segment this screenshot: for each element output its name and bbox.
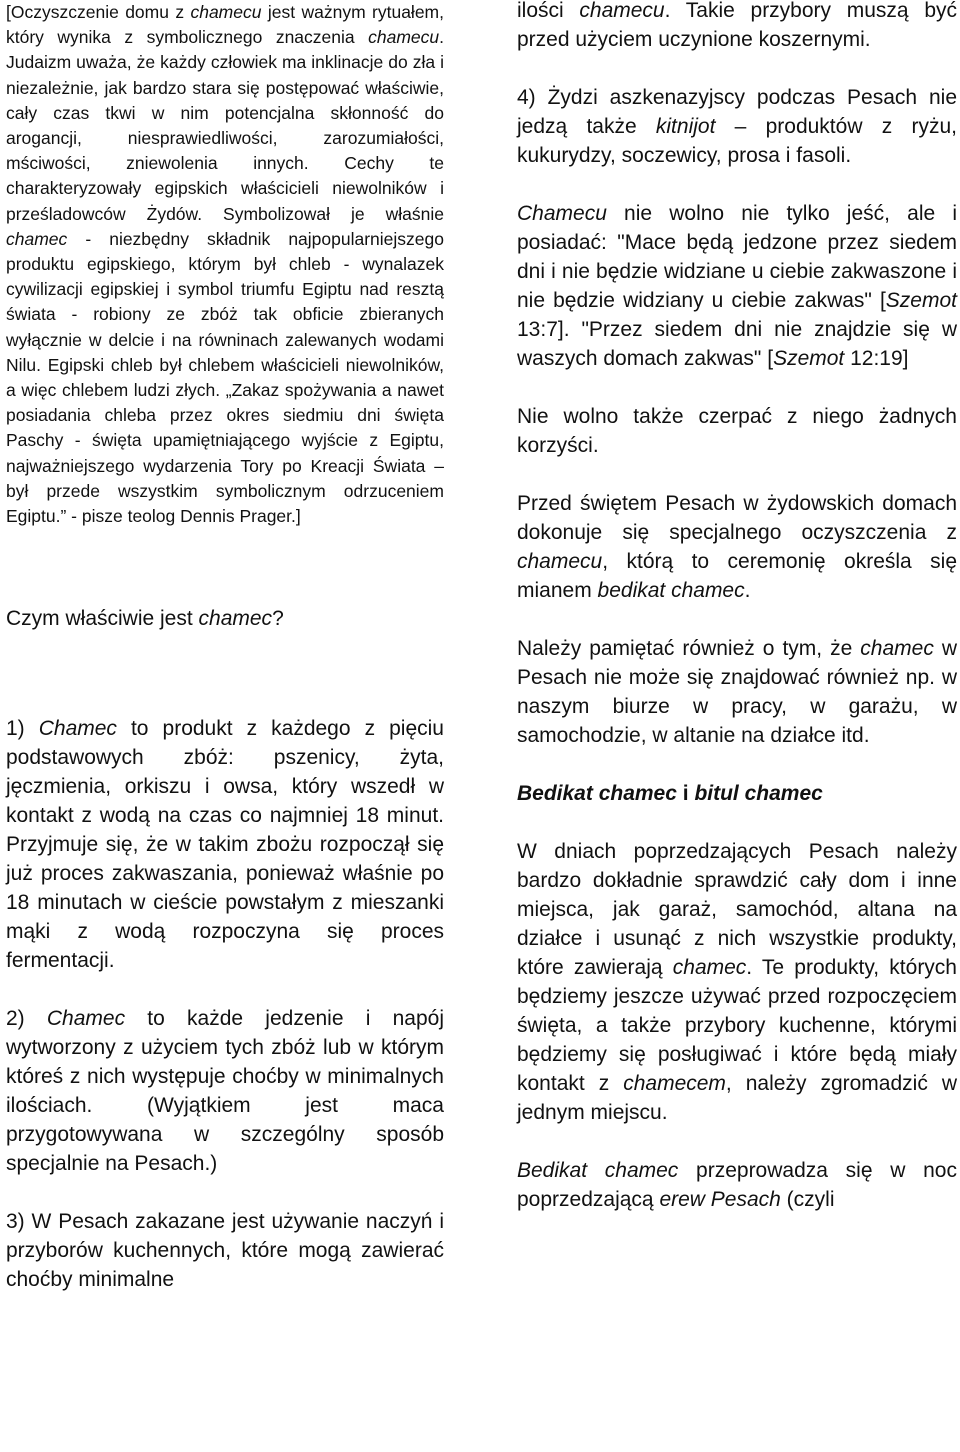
section-heading-bedikat: Bedikat chamec i bitul chamec: [517, 782, 823, 805]
emphasis-text: chamec: [198, 607, 273, 631]
emphasis-text: chamec: [860, 637, 934, 660]
emphasis-text: Chamec: [46, 1007, 126, 1031]
paragraph-preparation: W dniach poprzedzających Pesach należy bardzo dokładnie sprawdzić cały dom i inne miejsca, jak garaż, samochód, altana na działce i usunąć z nich wszystkie produkty, które zawierają chamec. Te produkty, których będziemy jeszcze używać przed rozpoczęciem święta, a także przybory kuchenne, którymi będziemy się posługiwać i które będą miały kontakt z chamecem, należy zgromadzić w jednym miejscu.: [517, 840, 957, 1124]
emphasis-text: bitul chamec: [694, 782, 823, 805]
emphasis-text: chamecu: [190, 2, 262, 22]
intro-paragraph: [Oczyszczenie domu z chamecu jest ważnym rytuałem, który wynika z symbolicznego znaczenia chamecu. Judaizm uważa, że każdy człowiek ma inklinacje do zła i niezależnie, jak bardzo stara się postępować właściwie, cały czas tkwi w nim potencjalna skłonność do arogancji, niesprawiedliwości, zarozumiałości, mściwości, zniewolenia innych. Cechy te charakteryzowały egipskich właścicieli niewolników i prześladowców Żydów. Symbolizował je właśnie chamec - niezbędny składnik najpopularniejszego produktu egipskiego, którym był chleb - wynalazek cywilizacji egipskiej i symbol triumfu Egiptu nad resztą świata - robiony ze zbóż tak obficie zbieranych wyłącznie w delcie i na równinach zalewanych wodami Nilu. Egipski chleb był chlebem właścicieli niewolników, a więc chlebem ludzi złych. „Zakaz spożywania a nawet posiadania chleba przez okres siedmiu dni święta Paschy - święta upamiętniającego wyjście z Egiptu, najważniejszego wydarzenia Tory po Kreacji Świata – był przede wszystkim symbolicznym odrzuceniem Egiptu.” - pisze teolog Dennis Prager.]: [6, 2, 444, 527]
emphasis-text: chamecem: [623, 1072, 726, 1095]
emphasis-text: bedikat chamec: [597, 579, 745, 602]
list-item-4: 4) Żydzi aszkenazyjscy podczas Pesach nie jedzą także kitnijot – produktów z ryżu, kukurydzy, soczewicy, prosa i fasoli.: [517, 86, 957, 167]
emphasis-text: chamec: [6, 228, 68, 249]
emphasis-text: chamec: [672, 956, 747, 979]
list-item-3: 3) W Pesach zakazane jest używanie naczyń i przyborów kuchennych, które mogą zawierać choćby minimalne: [6, 1210, 444, 1292]
paragraph-possession: Chamecu nie wolno nie tylko jeść, ale i posiadać: "Mace będą jedzone przez siedem dni i nie będzie widziane u ciebie zakwaszone i nie będzie widziany u ciebie zakwas" [Szemot 13:7]. "Przez siedem dni nie znajdzie się w waszych domach zakwas" [Szemot 12:19]: [517, 202, 957, 370]
list-item-2: 2) Chamec to każde jedzenie i napój wytworzony z użyciem tych zbóż lub w którym któreś z nich występuje choćby w minimalnych ilościach. (Wyjątkiem jest maca przygotowywana w szczególny sposób specjalnie na Pesach.): [6, 1007, 444, 1176]
emphasis-text: Szemot: [885, 289, 957, 312]
paragraph-cleaning: Przed świętem Pesach w żydowskich domach dokonuje się specjalnego oczyszczenia z chamecu, którą to ceremonię określa się mianem bedikat chamec.: [517, 492, 957, 602]
emphasis-text: Szemot: [773, 347, 845, 370]
emphasis-text: Chamecu: [517, 202, 607, 225]
paragraph-bedikat-night: Bedikat chamec przeprowadza się w noc poprzedzającą erew Pesach (czyli: [517, 1159, 957, 1211]
emphasis-text: chamecu: [579, 0, 665, 22]
emphasis-text: erew Pesach: [659, 1188, 781, 1211]
paragraph-workplace: Należy pamiętać również o tym, że chamec w Pesach nie może się znajdować również np. w naszym biurze w pracy, w garażu, w samochodzie, w altanie na działce itd.: [517, 637, 957, 747]
emphasis-text: chamecu: [368, 27, 440, 48]
continued-paragraph: ilości chamecu. Takie przybory muszą być przed użyciem uczynione koszernymi.: [517, 0, 957, 51]
section-heading-what-is-chamec: Czym właściwie jest chamec?: [6, 607, 284, 631]
emphasis-text: Bedikat chamec: [517, 782, 677, 805]
right-column: [517, 0, 957, 1214]
list-item-1: 1) Chamec to produkt z każdego z pięciu podstawowych zbóż: pszenicy, żyta, jęczmienia, orkiszu i owsa, który wszedł w kontakt z wodą na czas co najmniej 18 minut. Przyjmuje się, że w takim zbożu rozpoczął się już proces zakwaszania, ponieważ właśnie po 18 minutach w cieście powstałym z mieszanki mąki z wodą rozpoczyna się proces fermentacji.: [6, 717, 444, 973]
paragraph-no-benefit: Nie wolno także czerpać z niego żadnych korzyści.: [517, 405, 957, 457]
emphasis-text: Bedikat chamec: [517, 1159, 679, 1182]
left-column: [6, 0, 444, 1294]
emphasis-text: Chamec: [38, 717, 117, 741]
emphasis-text: chamecu: [517, 550, 603, 573]
emphasis-text: kitnijot: [655, 115, 716, 138]
